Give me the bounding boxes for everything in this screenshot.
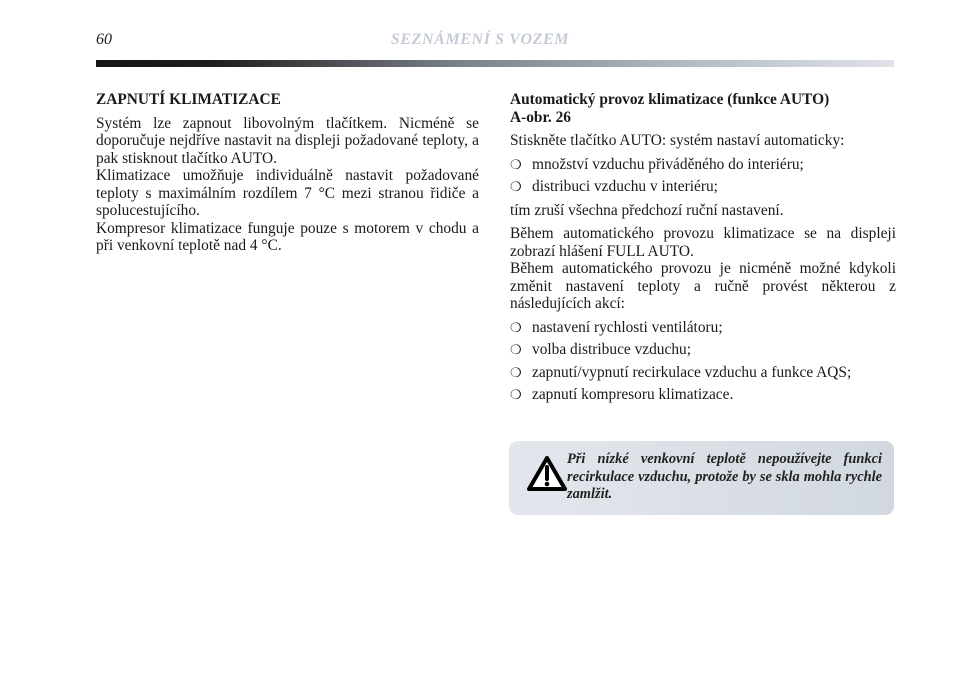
left-paragraph: Klimatizace umožňuje individuálně nastavit požadované teploty s maximálním rozdílem 7 °C mezi stranou řidiče a spolucestujícího. (96, 167, 479, 219)
right-heading (510, 91, 896, 126)
left-heading: ZAPNUTÍ KLIMATIZACE (96, 91, 281, 108)
section-title: SEZNÁMENÍ S VOZEM (390, 31, 570, 48)
right-heading-line1: Automatický provoz klimatizace (funkce AUTO) (510, 91, 830, 108)
right-heading-line2: A-obr. 26 (510, 108, 571, 126)
left-paragraph: Kompresor klimatizace funguje pouze s motorem v chodu a při venkovní teplotě nad 4 °C. (96, 219, 479, 254)
bullet-icon: ❍ (510, 319, 522, 335)
right-intro: Stiskněte tlačítko AUTO: systém nastaví automaticky: (510, 132, 845, 149)
warning-box (509, 441, 894, 515)
manual-actions-list (510, 319, 896, 404)
right-column (510, 91, 896, 410)
left-column (96, 91, 479, 261)
page-number: 60 (96, 31, 112, 48)
list-item: ❍ distribuci vzduchu v interiéru; (510, 178, 718, 195)
auto-settings-list (510, 156, 896, 196)
bullet-icon: ❍ (510, 342, 522, 357)
left-paragraph: Systém lze zapnout libovolným tlačítkem. Nicméně se doporučuje nejdříve nastavit na displeji požadované teploty, a pak stisknout tlačítko AUTO. (96, 114, 479, 167)
right-paragraph: tím zruší všechna předchozí ruční nastavení. (510, 201, 784, 219)
list-item: ❍ volba distribuce vzduchu; (510, 341, 691, 358)
list-item: ❍ nastavení rychlosti ventilátoru; (510, 318, 723, 336)
right-paragraph: Během automatického provozu klimatizace se na displeji zobrazí hlášení FULL AUTO. (510, 225, 896, 260)
right-paragraph: Během automatického provozu je nicméně možné kdykoli změnit nastavení teploty a ručně provést některou z následujících akcí: (510, 260, 896, 312)
bullet-icon: ❍ (510, 364, 522, 380)
warning-triangle-icon (527, 456, 567, 492)
header-rule (96, 60, 894, 67)
bullet-icon: ❍ (510, 179, 522, 194)
bullet-icon: ❍ (510, 387, 522, 402)
bullet-icon: ❍ (510, 156, 522, 172)
list-item: ❍ zapnutí kompresoru klimatizace. (510, 386, 734, 403)
warning-text: Při nízké venkovní teplotě nepoužívejte funkci recirkulace vzduchu, protože by se skla mohla rychle zamlžit. (567, 451, 882, 502)
list-item: ❍ množství vzduchu přiváděného do interiéru; (510, 155, 804, 173)
list-item: ❍ zapnutí/vypnutí recirkulace vzduchu a funkce AQS; (510, 363, 852, 381)
